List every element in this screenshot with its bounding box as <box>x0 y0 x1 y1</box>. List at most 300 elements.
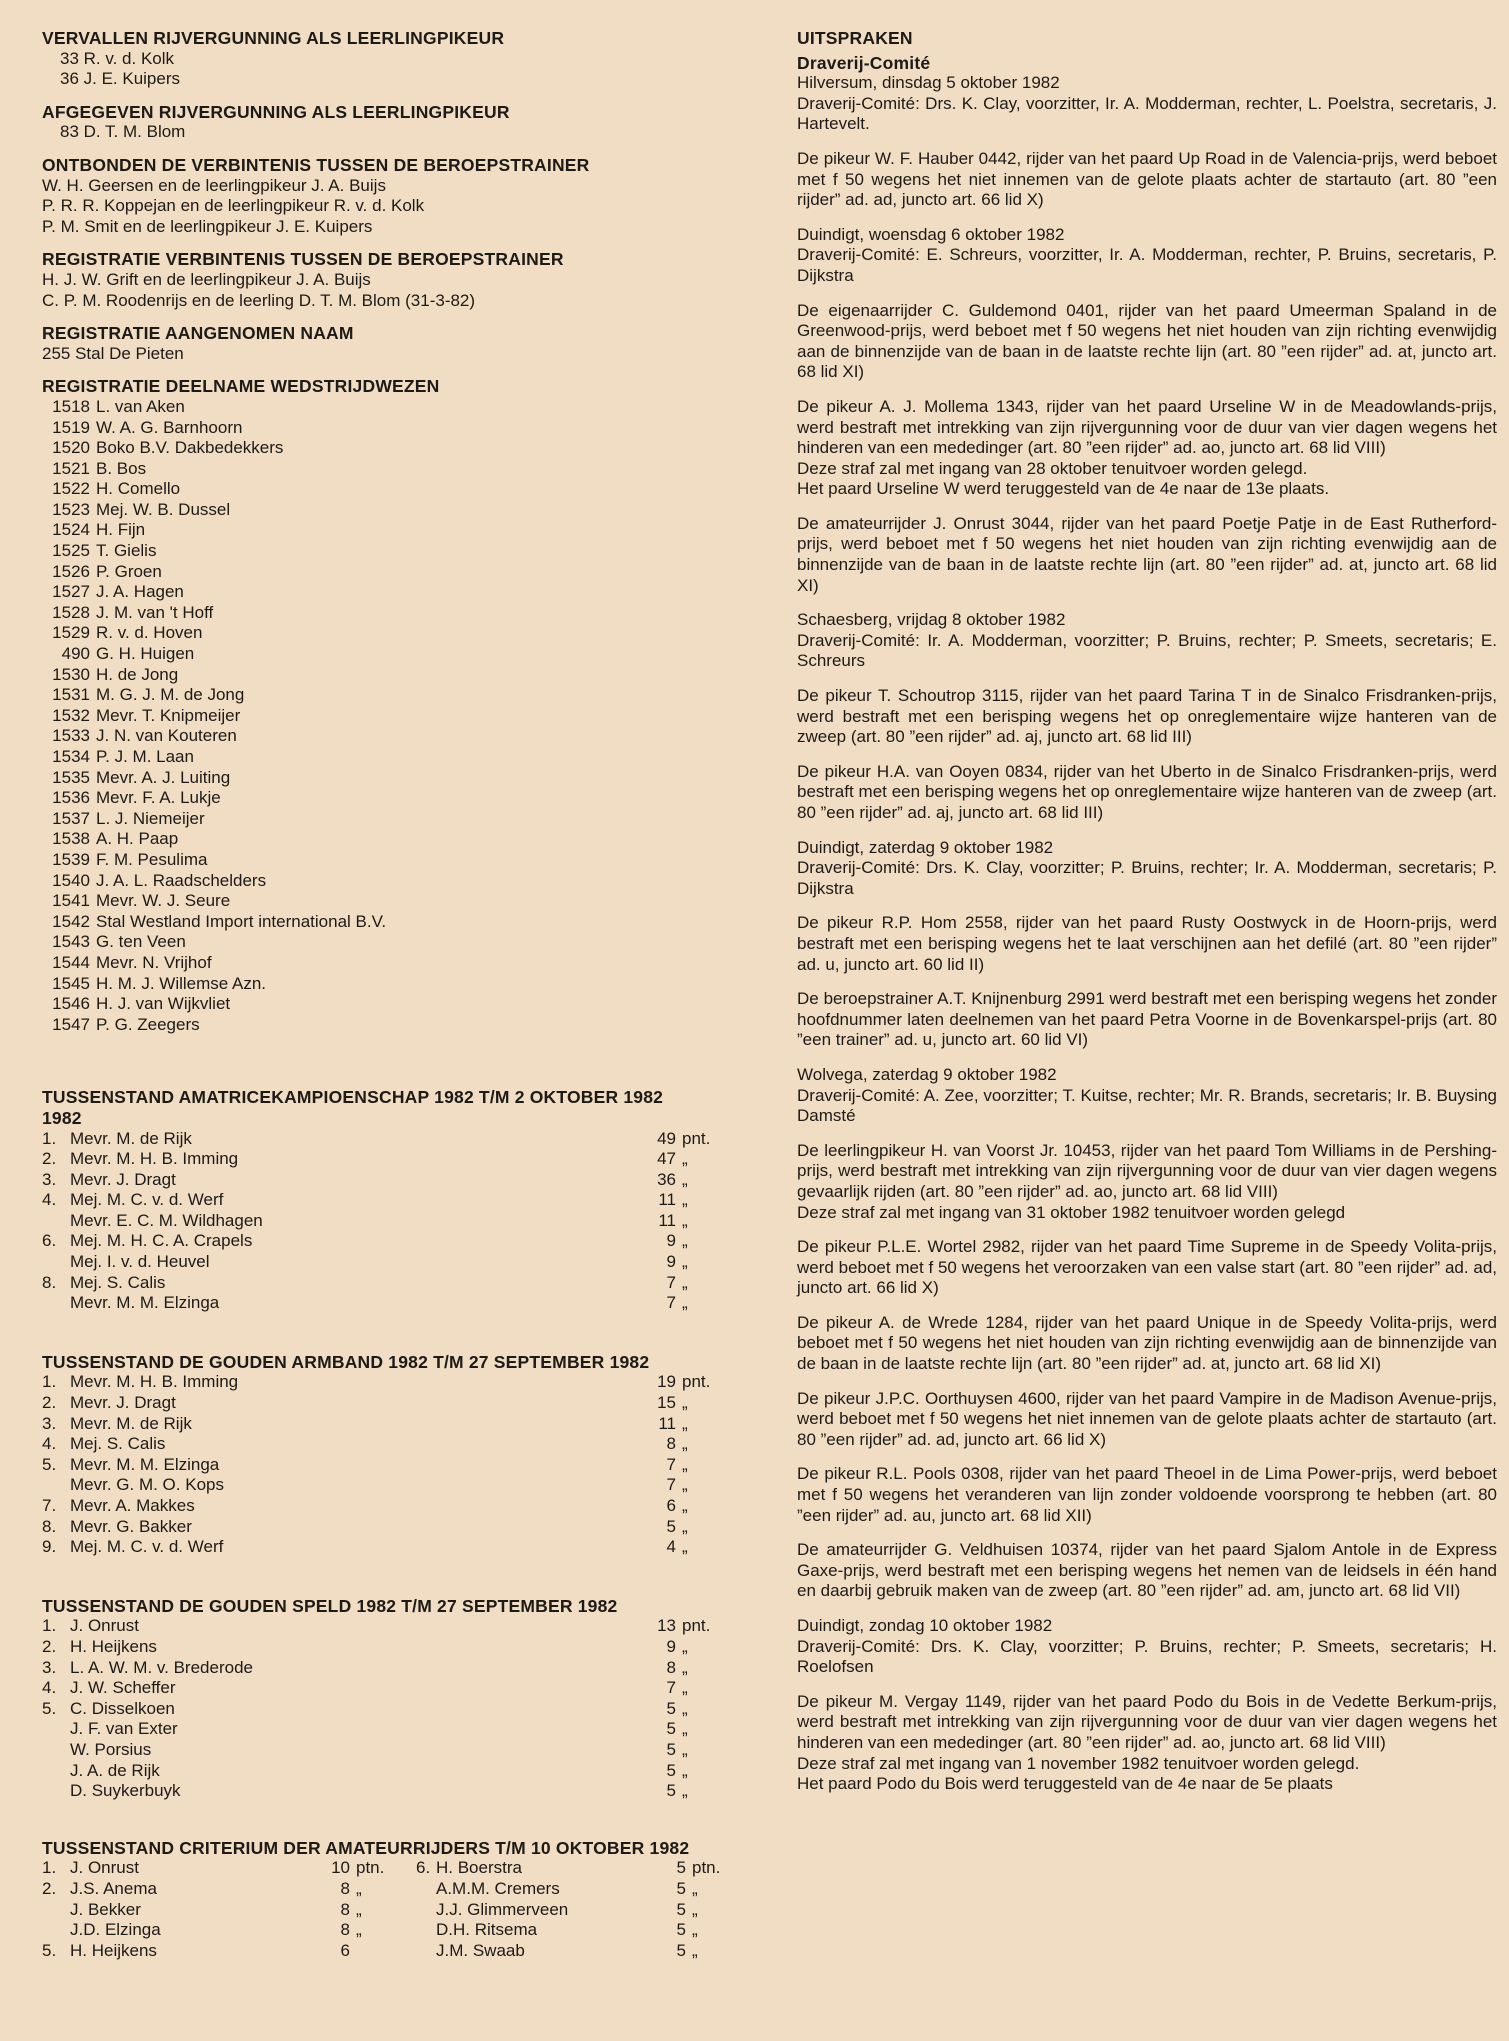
points-unit: „ <box>692 1878 698 1898</box>
rider-name: Mevr. E. C. M. Wildhagen <box>70 1210 263 1230</box>
entry-number: 1539 <box>52 849 90 869</box>
rider-name: Mevr. A. Makkes <box>70 1496 195 1515</box>
section-heading: TUSSENSTAND DE GOUDEN ARMBAND 1982 T/M 27 SEPTEMBER 1982 <box>42 1351 650 1372</box>
table-row <box>42 1678 752 1699</box>
entry-name: J. N. van Kouteren <box>96 726 237 746</box>
points: 7 <box>666 1272 676 1292</box>
rank <box>42 1761 70 1782</box>
rank: 8. <box>42 1516 57 1536</box>
table-row <box>42 1920 752 1941</box>
rider-name: Mevr. M. de Rijk <box>70 1413 192 1433</box>
points-unit: „ <box>682 1190 688 1210</box>
rank: 8. <box>42 1272 57 1292</box>
ruling-text: De pikeur H.A. van Ooyen 0834, rijder van het Uberto in de Sinalco Frisdranken-prijs, werd bestraft met een berisping wegens het op onreglementaire wijze hanteren van de zweep (art. 80 ”een rijder” ad. aj, juncto art. 68 lid III) <box>797 761 1497 822</box>
list-item: 83 D. T. M. Blom <box>60 122 186 142</box>
spacer <box>42 1326 752 1352</box>
entry-number: 1542 <box>52 911 90 931</box>
rank <box>416 1900 436 1921</box>
rank: 1. <box>42 1858 57 1878</box>
rank: 2. <box>42 1149 57 1169</box>
points-unit: „ <box>682 1516 688 1536</box>
table-row <box>42 1900 752 1921</box>
points-unit <box>350 1941 416 1962</box>
list-item <box>42 520 752 541</box>
rank: 3. <box>42 1169 57 1189</box>
table-row <box>42 1740 752 1761</box>
list-item <box>42 541 752 562</box>
committee-members: Draverij-Comité: Drs. K. Clay, voorzitter; P. Bruins, rechter; P. Smeets, secretaris; H. Roelofsen <box>797 1636 1497 1677</box>
entry-number: 1544 <box>52 952 90 972</box>
points: 8 <box>340 1920 350 1940</box>
list-item <box>42 665 752 686</box>
list-item <box>42 706 752 727</box>
points-unit: pnt. <box>682 1128 711 1148</box>
hearing-place-date: Hilversum, dinsdag 5 oktober 1982 <box>797 73 1060 93</box>
rank: 1. <box>42 1616 57 1636</box>
rank: 5. <box>42 1698 57 1718</box>
rider-name: Mej. I. v. d. Heuvel <box>70 1252 210 1272</box>
points: 7 <box>666 1678 676 1698</box>
rank: 4. <box>42 1678 57 1698</box>
page-heading: UITSPRAKEN <box>797 28 913 48</box>
table-row <box>42 1273 752 1294</box>
points-unit: ptn. <box>356 1858 385 1878</box>
rider-name: Mevr. M. H. B. Imming <box>70 1372 239 1392</box>
entry-name: R. v. d. Hoven <box>96 623 203 643</box>
rider-name: H. Boerstra <box>436 1858 522 1878</box>
entry-number: 1533 <box>52 726 90 746</box>
spacer <box>42 1814 752 1838</box>
rider-name: C. Disselkoen <box>70 1698 175 1718</box>
entry-number: 1537 <box>52 808 90 828</box>
list-item <box>42 932 752 953</box>
list-item <box>42 644 752 665</box>
points: 5 <box>666 1739 676 1759</box>
spacer <box>42 1570 752 1596</box>
points: 7 <box>666 1293 676 1313</box>
entry-name: Mevr. T. Knipmeijer <box>96 705 241 725</box>
rank: 4. <box>42 1434 57 1454</box>
points: 5 <box>676 1940 686 1960</box>
ruling-text: De amateurrijder J. Onrust 3044, rijder van het paard Poetje Patje in de East Rutherford-prijs, werd beboet met f 50 wegens het niet houden van zijn richting evenwijdig aan de binnenzijde van de baan in de laatste rechte lijn (art. 80 ”een rijder” ad. at, juncto art. 68 lid XI) <box>797 513 1497 595</box>
entry-number: 1528 <box>52 602 90 622</box>
table-row <box>42 1372 752 1393</box>
points: 8 <box>340 1878 350 1898</box>
list-item <box>42 438 752 459</box>
points-unit: „ <box>682 1393 688 1413</box>
entry-name: H. Fijn <box>96 520 146 540</box>
table-row <box>42 1149 752 1170</box>
table-row <box>42 1393 752 1414</box>
section-heading: ONTBONDEN DE VERBINTENIS TUSSEN DE BEROEPSTRAINER <box>42 154 590 175</box>
list-item: C. P. M. Roodenrijs en de leerling D. T. M. Blom (31-3-82) <box>42 290 476 310</box>
points-unit: „ <box>682 1678 688 1698</box>
entry-name: P. J. M. Laan <box>96 747 194 766</box>
entry-number: 1523 <box>52 499 90 519</box>
table-row <box>42 1190 752 1211</box>
table-row <box>42 1699 752 1720</box>
points: 5 <box>676 1878 686 1898</box>
entry-number: 1535 <box>52 767 90 787</box>
table-row <box>42 1537 752 1558</box>
hearing-block <box>797 1065 1497 1602</box>
entry-number: 1521 <box>52 458 90 478</box>
points-unit: „ <box>682 1413 688 1433</box>
entry-name: Stal Westland Import international B.V. <box>96 911 387 931</box>
rank: 9. <box>42 1537 57 1557</box>
standings-list <box>42 1616 752 1801</box>
entry-number: 490 <box>61 644 90 664</box>
rank: 1. <box>42 1128 57 1148</box>
list-item <box>42 603 752 624</box>
points: 7 <box>666 1475 676 1495</box>
rider-name: J. W. Scheffer <box>70 1678 176 1698</box>
points-unit: „ <box>356 1920 362 1940</box>
rank: 3. <box>42 1657 57 1677</box>
points: 5 <box>676 1899 686 1919</box>
ruling-text: De eigenaarrijder C. Guldemond 0401, rijder van het paard Umeerman Spaland in de Greenwood-prijs, werd beboet met f 50 wegens het niet houden van zijn richting evenwijdig aan de binnenzijde van de baan in de laatste rechte lijn (art. 80 ”een rijder” ad. at, juncto art. 68 lid XI) <box>797 300 1497 382</box>
entry-name: Mevr. F. A. Lukje <box>96 788 221 808</box>
section-criterium <box>42 1838 752 1962</box>
rider-name: A.M.M. Cremers <box>436 1878 560 1898</box>
rank <box>42 1900 70 1921</box>
rank <box>42 1211 70 1232</box>
section-amatrice <box>42 1087 752 1314</box>
rider-name: J. F. van Exter <box>70 1719 178 1739</box>
entry-number: 1527 <box>52 582 90 602</box>
points-unit: „ <box>682 1231 688 1251</box>
table-row <box>42 1211 752 1232</box>
hearing-meta <box>797 225 1497 287</box>
points: 49 <box>657 1128 676 1148</box>
ruling-text: De pikeur A. de Wrede 1284, rijder van het paard Unique in de Speedy Volita-prijs, werd beboet met f 50 wegens het niet houden van zijn richting evenwijdig aan de binnenzijde van de baan in de laatste rechte lijn (art. 80 ”een rijder” ad. at, juncto art. 68 lid XI) <box>797 1312 1497 1374</box>
list-item <box>42 1015 752 1036</box>
hearing-place-date: Duindigt, woensdag 6 oktober 1982 <box>797 224 1065 244</box>
rank <box>416 1879 436 1900</box>
rider-name: L. A. W. M. v. Brederode <box>70 1657 253 1677</box>
table-row <box>42 1941 752 1962</box>
rider-name: Mej. M. C. v. d. Werf <box>70 1190 224 1210</box>
rank: 3. <box>42 1413 57 1433</box>
committee-members: Draverij-Comité: A. Zee, voorzitter; T. Kuitse, rechter; Mr. R. Brands, secretaris; Ir. B. Buysing Damsté <box>797 1085 1497 1126</box>
points-unit: „ <box>682 1760 688 1780</box>
entry-name: F. M. Pesulima <box>96 849 208 869</box>
rider-name: H. Heijkens <box>70 1636 157 1656</box>
rank: 2. <box>42 1636 57 1656</box>
entry-name: H. J. van Wijkvliet <box>96 994 231 1014</box>
section-subheading: 1982 <box>42 1107 82 1128</box>
section-heading: TUSSENSTAND AMATRICEKAMPIOENSCHAP 1982 T/M 2 OKTOBER 1982 <box>42 1087 664 1108</box>
entry-number: 1520 <box>52 438 90 458</box>
points: 36 <box>657 1169 676 1189</box>
points: 8 <box>666 1434 676 1454</box>
table-row <box>42 1719 752 1740</box>
points: 9 <box>666 1252 676 1272</box>
points-unit: „ <box>682 1739 688 1759</box>
table-row <box>42 1658 752 1679</box>
rider-name: J.M. Swaab <box>436 1940 525 1960</box>
points: 7 <box>666 1454 676 1474</box>
committee-members: Draverij-Comité: Drs. K. Clay, voorzitter, Ir. A. Modderman, rechter, L. Poelstra, secretaris, J. Hartevelt. <box>797 93 1497 134</box>
list-item <box>42 871 752 892</box>
rider-name: Mevr. G. Bakker <box>70 1516 192 1536</box>
rider-name: H. Heijkens <box>70 1940 157 1960</box>
points-unit: „ <box>682 1272 688 1292</box>
rank <box>416 1920 436 1941</box>
committee-members: Draverij-Comité: E. Schreurs, voorzitter, Ir. A. Modderman, rechter, P. Bruins, secretaris, P. Dijkstra <box>797 245 1497 285</box>
entry-name: Boko B.V. Dakbedekkers <box>96 438 284 458</box>
rider-name: J. Onrust <box>70 1858 139 1878</box>
rider-name: J.S. Anema <box>70 1878 157 1898</box>
rank <box>42 1475 70 1496</box>
deelname-list <box>42 397 752 1035</box>
entry-name: J. A. Hagen <box>96 582 184 602</box>
rank <box>42 1293 70 1314</box>
table-row <box>42 1616 752 1637</box>
right-column <box>797 28 1497 1809</box>
points-unit: pnt. <box>682 1372 711 1392</box>
ruling-text: De pikeur M. Vergay 1149, rijder van het paard Podo du Bois in de Vedette Berkum-prijs, werd bestraft met intrekking van zijn rijvergunning voor de duur van vier dagen wegens het hinderen van een mededinger (art. 80 ”een rijder” ad. ao, juncto art. 68 lid VIII) Deze straf zal met ingang van 1 november 1982 tenuitvoer worden gelegd. Het paard Podo du Bois werd teruggesteld van de 4e naar de 5e plaats <box>797 1691 1497 1794</box>
entry-name: L. van Aken <box>96 396 185 416</box>
points: 6 <box>340 1940 350 1960</box>
points-unit: „ <box>682 1252 688 1272</box>
table-row <box>42 1517 752 1538</box>
ruling-text: De amateurrijder G. Veldhuisen 10374, rijder van het paard Sjalom Antole in de Express Gaxe-prijs, werd bestraft met een berisping wegens het nemen van de leidsels in één hand en daarbij gebruik maken van de zweep (art. 80 ”een rijder” ad. am, juncto art. 68 lid VII) <box>797 1540 1497 1601</box>
table-row <box>42 1858 752 1879</box>
points: 13 <box>657 1616 676 1636</box>
list-item <box>42 953 752 974</box>
ruling-text: De pikeur T. Schoutrop 3115, rijder van het paard Tarina T in de Sinalco Frisdranken-prijs, werd bestraft met een berisping wegens het op onreglementaire wijze hanteren van de zweep (art. 80 ”een rijder” ad. aj, juncto art. 68 lid III) <box>797 686 1497 747</box>
list-item <box>42 788 752 809</box>
points: 6 <box>666 1496 676 1515</box>
points: 5 <box>666 1760 676 1780</box>
points-unit: „ <box>692 1920 698 1940</box>
standings-list <box>42 1129 752 1314</box>
section-deelname <box>42 376 752 1035</box>
list-item <box>42 850 752 871</box>
rider-name: J. Bekker <box>70 1899 141 1919</box>
committee-members: Draverij-Comité: Drs. K. Clay, voorzitter; P. Bruins, rechter; Ir. A. Modderman, secretaris; P. Dijkstra <box>797 858 1497 898</box>
section-afgegeven <box>42 102 752 143</box>
list-item <box>42 747 752 768</box>
points: 9 <box>666 1231 676 1251</box>
points: 15 <box>657 1393 676 1413</box>
section-heading: REGISTRATIE AANGENOMEN NAAM <box>42 323 354 344</box>
rider-name: J.J. Glimmerveen <box>436 1899 569 1919</box>
points-unit: „ <box>682 1636 688 1656</box>
entry-number: 1545 <box>52 973 90 993</box>
rank <box>42 1719 70 1740</box>
standings-list <box>42 1372 752 1557</box>
list-item <box>42 891 752 912</box>
ruling-text: De pikeur R.P. Hom 2558, rijder van het paard Rusty Oostwyck in de Hoorn-prijs, werd bestraft met een berisping wegens het te laat verschijnen aan het defilé (art. 80 ”een rijder” ad. u, juncto art. 60 lid II) <box>797 913 1497 974</box>
rank <box>416 1941 436 1962</box>
rider-name: Mej. M. H. C. A. Crapels <box>70 1231 253 1251</box>
points: 11 <box>658 1190 676 1210</box>
list-item <box>42 582 752 603</box>
points: 5 <box>676 1920 686 1940</box>
points-unit: „ <box>682 1657 688 1677</box>
entry-name: Mevr. N. Vrijhof <box>96 952 212 972</box>
list-item: 33 R. v. d. Kolk <box>60 48 175 68</box>
entry-name: J. M. van 't Hoff <box>96 602 214 622</box>
hearing-meta <box>797 1616 1497 1678</box>
rider-name: Mej. M. C. v. d. Werf <box>70 1537 224 1557</box>
entry-name: W. A. G. Barnhoorn <box>96 417 243 437</box>
entry-number: 1546 <box>52 994 90 1014</box>
entry-name: Mej. W. B. Dussel <box>96 499 231 519</box>
rider-name: J.D. Elzinga <box>70 1920 161 1940</box>
table-row <box>42 1231 752 1252</box>
entry-name: G. ten Veen <box>96 932 186 952</box>
rank <box>42 1252 70 1273</box>
entry-number: 1547 <box>52 1014 90 1034</box>
rider-name: Mevr. M. M. Elzinga <box>70 1454 220 1474</box>
list-item <box>42 726 752 747</box>
rank: 6. <box>42 1231 57 1251</box>
table-row <box>42 1455 752 1476</box>
entry-number: 1540 <box>52 870 90 890</box>
table-row <box>42 1879 752 1900</box>
entry-number: 1541 <box>52 891 90 911</box>
list-item <box>42 994 752 1015</box>
points-unit: „ <box>356 1899 362 1919</box>
points-unit: pnt. <box>682 1616 711 1636</box>
points: 8 <box>666 1657 676 1677</box>
entry-name: J. A. L. Raadschelders <box>96 870 267 890</box>
table-row <box>42 1761 752 1782</box>
table-row <box>42 1414 752 1435</box>
section-heading: REGISTRATIE VERBINTENIS TUSSEN DE BEROEPSTRAINER <box>42 249 564 270</box>
points-unit: „ <box>682 1434 688 1454</box>
entry-number: 1543 <box>52 932 90 952</box>
rank <box>42 1740 70 1761</box>
section-vervallen <box>42 28 752 90</box>
list-item <box>42 912 752 933</box>
points: 8 <box>340 1899 350 1919</box>
points-unit: „ <box>682 1169 688 1189</box>
hearing-block <box>797 838 1497 1051</box>
ruling-text: De pikeur J.P.C. Oorthuysen 4600, rijder van het paard Vampire in de Madison Avenue-prijs, werd beboet met f 50 wegens het niet innemen van de gelote plaats achter de startauto (art. 80 ”een rijder” ad. ad, juncto art. 66 lid X) <box>797 1388 1497 1449</box>
rank: 5. <box>42 1454 57 1474</box>
table-row <box>42 1252 752 1273</box>
entry-name: Mevr. A. J. Luiting <box>96 767 231 787</box>
section-heading: TUSSENSTAND CRITERIUM DER AMATEURRIJDERS T/M 10 OKTOBER 1982 <box>42 1837 690 1858</box>
rank: 7. <box>42 1496 57 1515</box>
rank: 2. <box>42 1878 57 1898</box>
rank: 1. <box>42 1372 57 1392</box>
points: 5 <box>666 1516 676 1536</box>
entry-number: 1532 <box>52 705 90 725</box>
points: 47 <box>657 1149 676 1169</box>
ruling-text: De pikeur R.L. Pools 0308, rijder van het paard Theoel in de Lima Power-prijs, werd beboet met f 50 wegens het veranderen van lijn zonder voldoende voorsprong te hebben (art. 80 ”een rijder” ad. au, juncto art. 68 lid XII) <box>797 1464 1497 1525</box>
rider-name: W. Porsius <box>70 1739 152 1759</box>
list-item: 255 Stal De Pieten <box>42 343 184 363</box>
hearing-meta <box>797 838 1497 900</box>
entry-name: B. Bos <box>96 458 147 478</box>
rider-name: J. A. de Rijk <box>70 1760 160 1780</box>
points: 10 <box>331 1858 350 1878</box>
hearing-place-date: Schaesberg, vrijdag 8 oktober 1982 <box>797 610 1066 630</box>
section-armband <box>42 1352 752 1558</box>
points-unit: „ <box>682 1149 688 1169</box>
entry-number: 1525 <box>52 541 90 561</box>
section-registratie-naam <box>42 323 752 364</box>
list-item <box>42 418 752 439</box>
rider-name: Mevr. M. de Rijk <box>70 1128 192 1148</box>
points-unit: „ <box>682 1475 688 1495</box>
left-column <box>42 28 752 1973</box>
points-unit: „ <box>682 1454 688 1474</box>
rider-name: Mevr. J. Dragt <box>70 1169 176 1189</box>
entry-name: H. Comello <box>96 479 181 499</box>
hearing-place-date: Duindigt, zondag 10 oktober 1982 <box>797 1616 1053 1635</box>
points: 11 <box>658 1413 676 1433</box>
rider-name: Mevr. J. Dragt <box>70 1393 176 1413</box>
entry-name: A. H. Paap <box>96 829 179 849</box>
table-row <box>42 1637 752 1658</box>
rider-name: Mevr. M. H. B. Imming <box>70 1149 239 1169</box>
points: 5 <box>666 1781 676 1801</box>
list-item <box>42 623 752 644</box>
list-item: H. J. W. Grift en de leerlingpikeur J. A. Buijs <box>42 269 371 289</box>
points: 5 <box>666 1719 676 1739</box>
standings-list <box>42 1858 752 1961</box>
entry-number: 1519 <box>52 417 90 437</box>
points: 9 <box>666 1636 676 1656</box>
ruling-text: De leerlingpikeur H. van Voorst Jr. 10453, rijder van het paard Tom Williams in de Pershing-prijs, werd bestraft met intrekking van zijn rijvergunning voor de duur van vier dagen wegens gevaarlijk rijden (art. 80 ”een rijder” ad. ao, juncto art. 68 lid VIII) Deze straf zal met ingang van 31 oktober 1982 tenuitvoer worden gelegd <box>797 1140 1497 1222</box>
entry-name: L. J. Niemeijer <box>96 808 205 828</box>
points-unit: „ <box>692 1899 698 1919</box>
points-unit: „ <box>682 1698 688 1718</box>
rulings-list <box>797 73 1497 1795</box>
rider-name: Mevr. G. M. O. Kops <box>70 1475 224 1495</box>
section-registratie-verbintenis <box>42 249 752 311</box>
rank: 4. <box>42 1190 57 1210</box>
rider-name: D. Suykerbuyk <box>70 1781 181 1801</box>
hearing-place-date: Duindigt, zaterdag 9 oktober 1982 <box>797 837 1054 857</box>
entry-name: T. Gielis <box>96 541 157 561</box>
list-item <box>42 768 752 789</box>
rider-name: Mej. S. Calis <box>70 1272 166 1292</box>
list-item <box>42 829 752 850</box>
section-heading: TUSSENSTAND DE GOUDEN SPELD 1982 T/M 27 SEPTEMBER 1982 <box>42 1595 618 1616</box>
list-item: P. R. R. Koppejan en de leerlingpikeur R. v. d. Kolk <box>42 196 425 216</box>
hearing-block <box>797 73 1497 211</box>
list-item <box>42 974 752 995</box>
entry-number: 1538 <box>52 829 90 849</box>
points: 4 <box>666 1537 676 1557</box>
entry-name: M. G. J. M. de Jong <box>96 685 245 705</box>
rider-name: D.H. Ritsema <box>436 1920 538 1940</box>
hearing-meta <box>797 73 1497 135</box>
table-row <box>42 1170 752 1191</box>
points-unit: „ <box>682 1537 688 1557</box>
rank: 5. <box>42 1940 57 1960</box>
section-heading: VERVALLEN RIJVERGUNNING ALS LEERLINGPIKEUR <box>42 28 505 48</box>
table-row <box>42 1129 752 1150</box>
entry-number: 1518 <box>52 396 90 416</box>
spacer <box>42 1047 752 1087</box>
entry-number: 1530 <box>52 664 90 684</box>
ruling-text: De beroepstrainer A.T. Knijnenburg 2991 werd bestraft met een berisping wegens het zonder hoofdnummer laten deelnemen van het paard Petra Voorne in de Bovenkarspel-prijs (art. 80 ”een trainer” ad. u, juncto art. 60 lid VI) <box>797 989 1497 1050</box>
table-row <box>42 1781 752 1802</box>
table-row <box>42 1496 752 1517</box>
points: 5 <box>666 1698 676 1718</box>
section-heading: AFGEGEVEN RIJVERGUNNING ALS LEERLINGPIKEUR <box>42 101 510 122</box>
entry-number: 1536 <box>52 788 90 808</box>
rank: 6. <box>416 1858 431 1878</box>
